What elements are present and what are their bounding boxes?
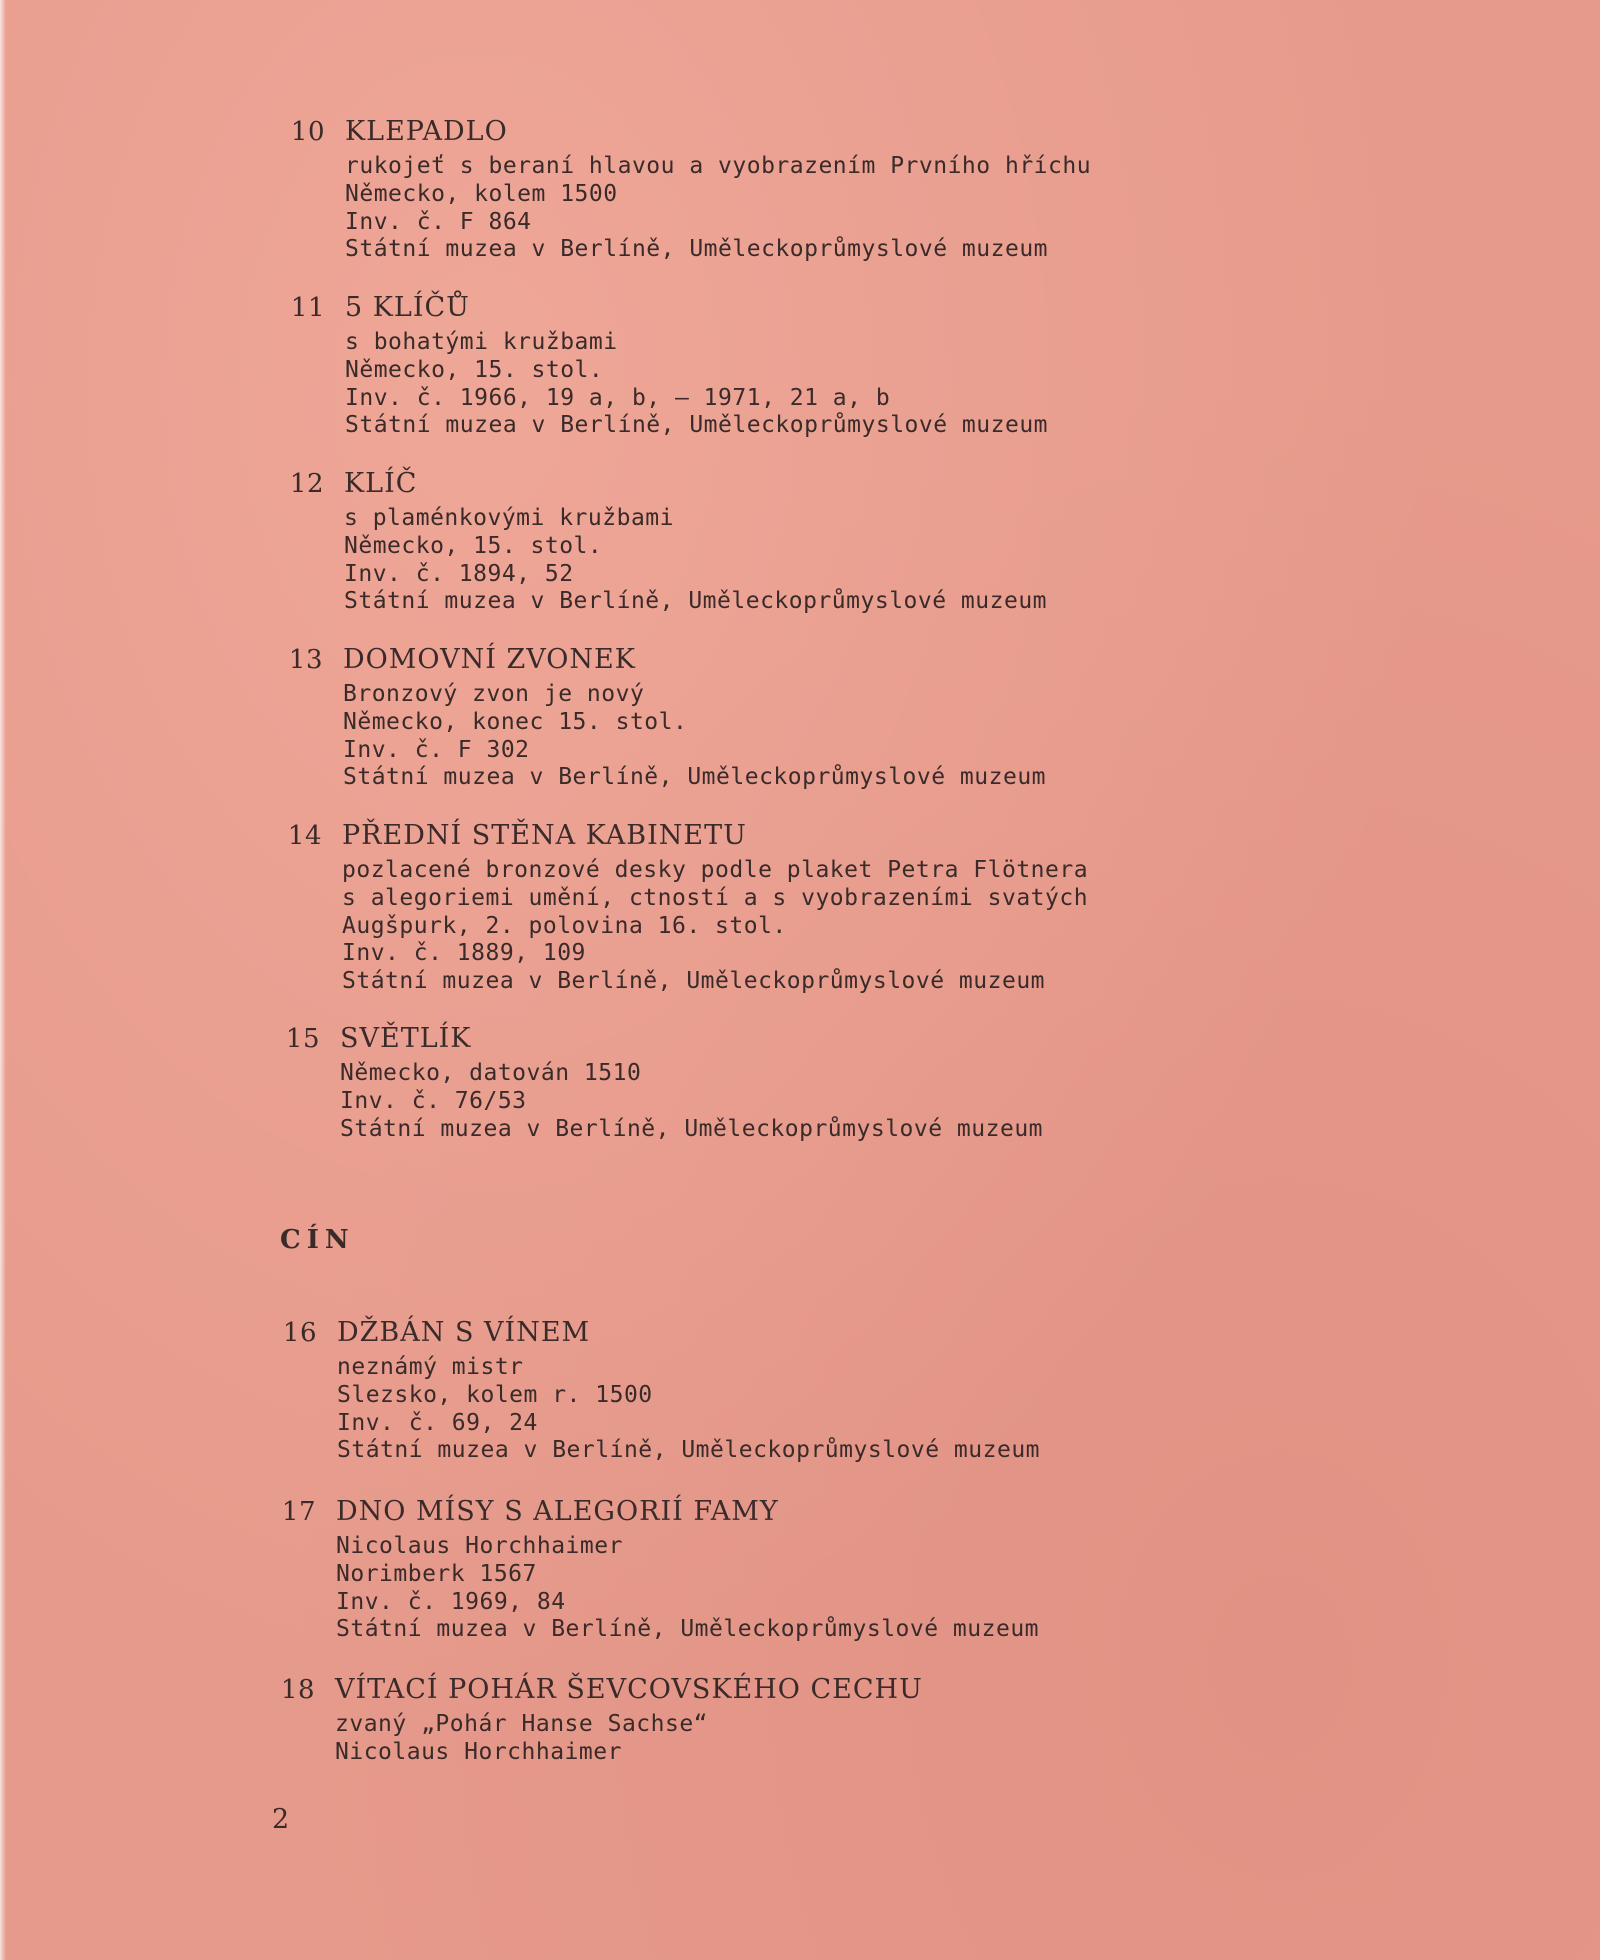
entry-details <box>340 1060 1043 1143</box>
entry-line: Státní muzea v Berlíně, Uměleckoprůmyslové muzeum <box>342 968 1046 995</box>
entry-line: s alegoriemi umění, ctností a s vyobrazeními svatých <box>342 884 1089 911</box>
entry-line: Nicolaus Horchhaimer <box>336 1533 623 1559</box>
entry-title: DŽBÁN S VÍNEM <box>337 1317 591 1348</box>
entry-line: Inv. č. 69, 24 <box>337 1409 538 1436</box>
entry-line: s plaménkovými kružbami <box>344 505 674 531</box>
entry-line: Státní muzea v Berlíně, Uměleckoprůmyslové muzeum <box>345 412 1049 439</box>
entry-number: 17 <box>281 1497 316 1527</box>
entry-line: Německo, 15. stol. <box>345 356 604 383</box>
entry-line: Německo, datován 1510 <box>340 1060 642 1086</box>
entry-line: Státní muzea v Berlíně, Uměleckoprůmyslové muzeum <box>344 588 1048 615</box>
entry-line: Státní muzea v Berlíně, Uměleckoprůmyslové muzeum <box>345 236 1049 263</box>
entry-line: Augšpurk, 2. polovina 16. stol. <box>342 912 787 939</box>
entry-line: Inv. č. 1969, 84 <box>336 1588 566 1615</box>
entry-number: 16 <box>282 1318 317 1348</box>
entry-title: KLÍČ <box>344 468 418 499</box>
page-number: 2 <box>272 1804 290 1835</box>
entry-title: DOMOVNÍ ZVONEK <box>343 644 636 675</box>
entry-line: Státní muzea v Berlíně, Uměleckoprůmyslové muzeum <box>336 1616 1040 1643</box>
entry-details <box>345 153 1091 264</box>
entry-line: Slezsko, kolem r. 1500 <box>337 1381 653 1408</box>
entry-details <box>337 1354 1040 1465</box>
entry-line: Norimberk 1567 <box>336 1560 537 1587</box>
entry-line: Německo, kolem 1500 <box>345 180 618 207</box>
entry-line: Inv. č. 76/53 <box>340 1087 527 1114</box>
entry-line: neznámý mistr <box>337 1354 524 1380</box>
entry-details <box>335 1711 708 1767</box>
entry-number: 14 <box>287 821 322 851</box>
entry-details <box>345 329 1048 440</box>
entry-number: 13 <box>288 645 323 675</box>
entry-line: zvaný „Pohár Hanse Sachse“ <box>335 1711 709 1737</box>
entry-details <box>336 1533 1039 1644</box>
entry-line: Inv. č. F 302 <box>343 736 530 763</box>
entry-number: 12 <box>289 469 324 499</box>
entry-title: DNO MÍSY S ALEGORIÍ FAMY <box>336 1496 779 1527</box>
section-heading: CÍN <box>280 1225 355 1255</box>
entry-line: Inv. č. 1894, 52 <box>344 560 574 587</box>
entry-line: Inv. č. F 864 <box>345 208 532 235</box>
entry-line: Německo, konec 15. stol. <box>343 708 688 735</box>
entry-number: 15 <box>285 1024 320 1054</box>
entry-details <box>344 505 1047 616</box>
entry-title: PŘEDNÍ STĚNA KABINETU <box>342 820 747 851</box>
entry-details <box>342 857 1088 996</box>
entry-line: Státní muzea v Berlíně, Uměleckoprůmyslové muzeum <box>340 1115 1044 1142</box>
entry-line: s bohatými kružbami <box>345 329 618 355</box>
entry-line: Státní muzea v Berlíně, Uměleckoprůmyslové muzeum <box>337 1437 1041 1464</box>
entry-number: 11 <box>290 293 325 323</box>
entry-line: Nicolaus Horchhaimer <box>335 1738 622 1765</box>
entry-line: rukojeť s beraní hlavou a vyobrazením Prvního hříchu <box>345 153 1092 179</box>
entry-number: 10 <box>290 117 325 147</box>
entry-line: Bronzový zvon je nový <box>343 681 645 707</box>
entry-details <box>343 681 1046 792</box>
entry-number: 18 <box>280 1675 315 1705</box>
entry-title: VÍTACÍ POHÁR ŠEVCOVSKÉHO CECHU <box>335 1674 923 1705</box>
entry-line: Inv. č. 1966, 19 a, b, — 1971, 21 a, b <box>345 384 891 411</box>
entry-title: KLEPADLO <box>345 116 508 147</box>
entry-line: pozlacené bronzové desky podle plaket Petra Flötnera <box>342 857 1089 883</box>
entry-line: Německo, 15. stol. <box>344 532 603 559</box>
entry-line: Státní muzea v Berlíně, Uměleckoprůmyslové muzeum <box>343 764 1047 791</box>
entry-title: SVĚTLÍK <box>340 1023 472 1054</box>
entry-title: 5 KLÍČŮ <box>345 292 470 323</box>
entry-line: Inv. č. 1889, 109 <box>342 940 586 967</box>
